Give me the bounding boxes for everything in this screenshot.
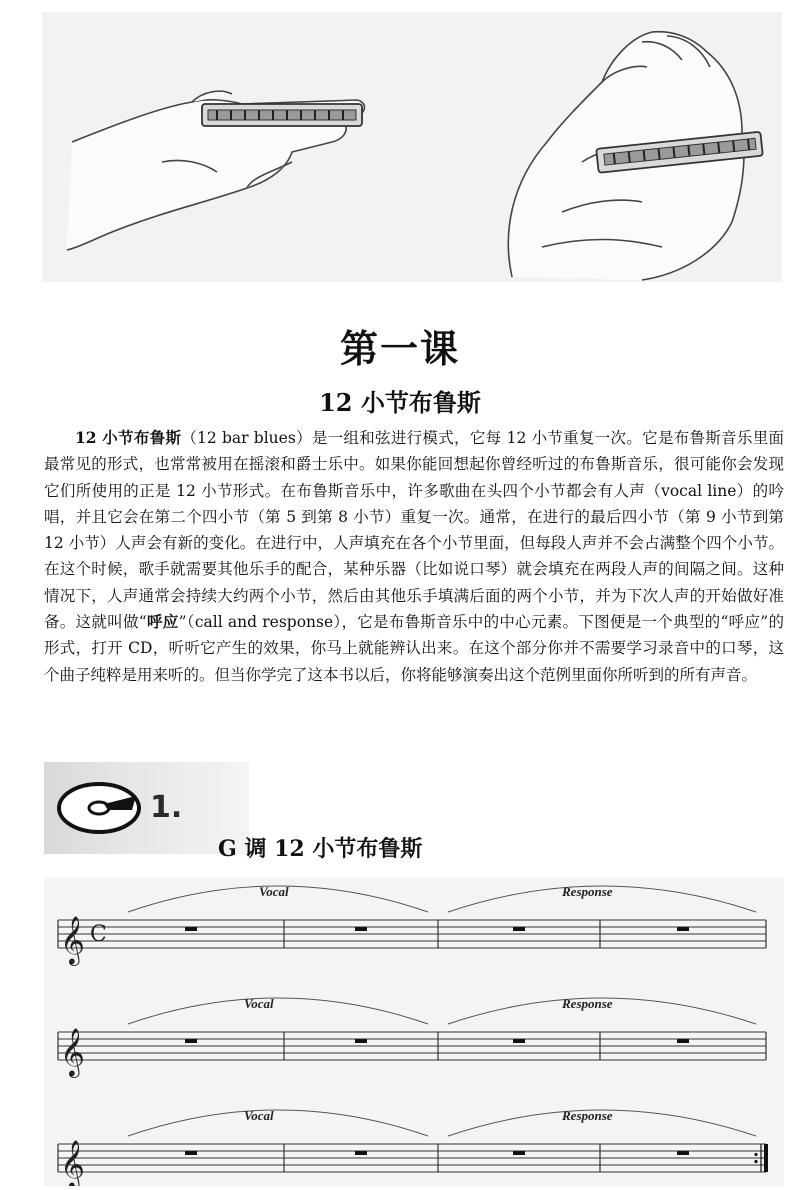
- harmonica-hands-illustration: [42, 12, 782, 282]
- time-signature: C: [90, 922, 107, 947]
- body-text-part-1: （12 bar blues）是一组和弦进行模式，它每 12 小节重复一次。它是布鲁斯音乐里面最常见的形式，也常常被用在摇滚和爵士乐中。如果你能回想起你曾经听过的布鲁斯音乐，很可能你会发现它们所使用的正是 12 小节形式。在布鲁斯音乐中，许多歌曲在头四个小节都会有人声（vocal line）的吟唱，并且它会在第二个四小节（第 5 到第 8 小节）重复一次。通常，在进行的最后四小节（第 9 小节到第 12 小节）人声会有新的变化。在进行中，人声填充在各个小节里面，但每段人声并不会占满整个四个小节。在这个时候，歌手就需要其他乐手的配合，某种乐器（比如说口琴）就会填充在两段人声的间隔之间。这种情况下，人声通常会持续大约两个小节，然后由其他乐手填满后面的两个小节，并为下次人声的开始做好准备。这就叫做“: [44, 429, 785, 632]
- repeat-dot: [754, 1153, 757, 1156]
- cd-icon: [59, 784, 139, 832]
- response-label: Response: [562, 996, 613, 1011]
- treble-clef: 𝄞: [60, 1027, 85, 1076]
- body-text-part-2: ”（call and response），它是布鲁斯音乐中的中心元素。下图便是一个典型的“呼应”的形式，打开 CD，听听它产生的效果，你马上就能辨认出来。在这个部分你并不需要学习录音中的口琴，这个曲子纯粹是用来听的。但当你学完了这本书以后，你将能够演奏出这个范例里面你所听到的所有声音。: [44, 613, 784, 684]
- whole-rest: [185, 1039, 197, 1043]
- vocal-phrase-arc: [128, 998, 428, 1024]
- whole-rest: [513, 1039, 525, 1043]
- whole-rest: [355, 1039, 367, 1043]
- whole-rest: [677, 1151, 689, 1155]
- lesson-title: 第一课: [339, 326, 460, 371]
- whole-rest: [355, 927, 367, 931]
- response-label: Response: [562, 884, 613, 899]
- whole-rest: [513, 927, 525, 931]
- music-score: [44, 878, 784, 1186]
- whole-rest: [355, 1151, 367, 1155]
- final-barline-thick: [764, 1144, 768, 1172]
- harmonica-left: [202, 104, 362, 126]
- lesson-subtitle: 12 小节布鲁斯: [319, 388, 481, 417]
- track-number: 1.: [150, 790, 183, 825]
- repeat-dot: [754, 1160, 757, 1163]
- whole-rest: [185, 927, 197, 931]
- whole-rest: [185, 1151, 197, 1155]
- treble-clef: 𝄞: [60, 1139, 85, 1186]
- body-paragraph: [44, 425, 784, 688]
- term-call-and-response: 呼应: [146, 613, 179, 632]
- term-12-bar-blues: 12 小节布鲁斯: [75, 428, 182, 447]
- vocal-phrase-arc: [128, 1110, 428, 1136]
- vocal-label: Vocal: [259, 884, 289, 899]
- vocal-label: Vocal: [244, 1108, 274, 1123]
- example-title: G 调 12 小节布鲁斯: [218, 836, 423, 862]
- treble-clef: 𝄞: [60, 915, 85, 964]
- response-label: Response: [562, 1108, 613, 1123]
- whole-rest: [677, 927, 689, 931]
- whole-rest: [677, 1039, 689, 1043]
- vocal-label: Vocal: [244, 996, 274, 1011]
- whole-rest: [513, 1151, 525, 1155]
